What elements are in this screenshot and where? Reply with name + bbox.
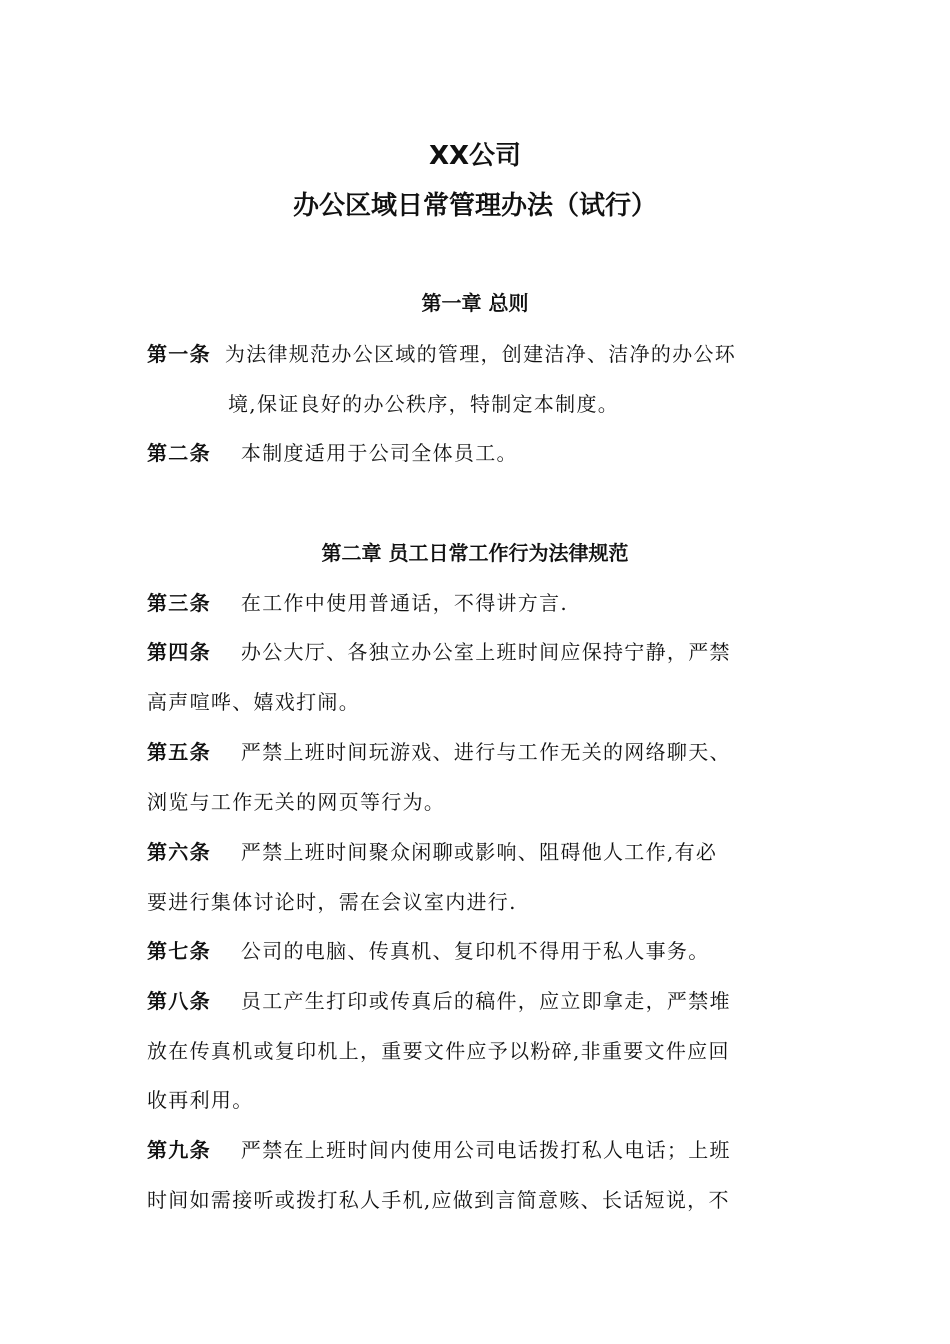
chapter-2-heading: 第二章 员工日常工作行为法律规范 — [321, 541, 629, 565]
article-3-number: 第三条 — [147, 591, 211, 615]
article-8-line-2: 放在传真机或复印机上，重要文件应予以粉碎,非重要文件应回 — [147, 1039, 730, 1063]
article-2-number: 第二条 — [147, 441, 211, 465]
article-5-text: 严禁上班时间玩游戏、进行与工作无关的网络聊天、 — [240, 740, 731, 764]
article-9-text: 严禁在上班时间内使用公司电话拨打私人电话；上班 — [240, 1138, 731, 1162]
article-1-line-1 — [147, 338, 736, 367]
article-7-text: 公司的电脑、传真机、复印机不得用于私人事务。 — [240, 939, 710, 963]
article-8-line-3: 收再利用。 — [147, 1088, 254, 1112]
article-3-text: 在工作中使用普通话，不得讲方言. — [240, 591, 569, 615]
article-8-text: 员工产生打印或传真后的稿件，应立即拿走，严禁堆 — [240, 989, 731, 1013]
chapter-1-heading: 第一章 总则 — [421, 291, 529, 315]
article-6-line-1 — [147, 836, 717, 865]
article-5-number: 第五条 — [147, 740, 211, 764]
article-5-line-1 — [147, 736, 731, 765]
article-9-number: 第九条 — [147, 1138, 211, 1162]
article-5-line-2: 浏览与工作无关的网页等行为。 — [147, 790, 446, 814]
article-9-line-2: 时间如需接听或拨打私人手机,应做到言简意赅、长话短说，不 — [147, 1188, 730, 1212]
article-1-line-2: 境,保证良好的办公秩序，特制定本制度。 — [228, 392, 620, 416]
article-4-text: 办公大厅、各独立办公室上班时间应保持宁静，严禁 — [240, 640, 731, 664]
article-3-line-1 — [147, 587, 568, 616]
document-subtitle: 办公区域日常管理办法（试行） — [292, 191, 657, 221]
document-title: XX公司 — [428, 141, 522, 171]
article-8-line-1 — [147, 985, 731, 1014]
article-2-line-1 — [147, 437, 518, 466]
article-1-number: 第一条 — [147, 342, 211, 366]
article-8-number: 第八条 — [147, 989, 211, 1013]
article-6-line-2: 要进行集体讨论时，需在会议室内进行. — [147, 890, 517, 914]
article-4-line-2: 高声喧哗、嬉戏打闹。 — [147, 690, 360, 714]
article-1-text: 为法律规范办公区域的管理，创建洁净、洁净的办公环 — [224, 342, 737, 366]
article-4-number: 第四条 — [147, 640, 211, 664]
article-2-text: 本制度适用于公司全体员工。 — [240, 441, 518, 465]
article-9-line-1 — [147, 1134, 731, 1163]
article-6-number: 第六条 — [147, 840, 211, 864]
article-7-number: 第七条 — [147, 939, 211, 963]
article-7-line-1 — [147, 935, 710, 964]
article-4-line-1 — [147, 636, 731, 665]
article-6-text: 严禁上班时间聚众闲聊或影响、阻碍他人工作,有必 — [240, 840, 718, 864]
